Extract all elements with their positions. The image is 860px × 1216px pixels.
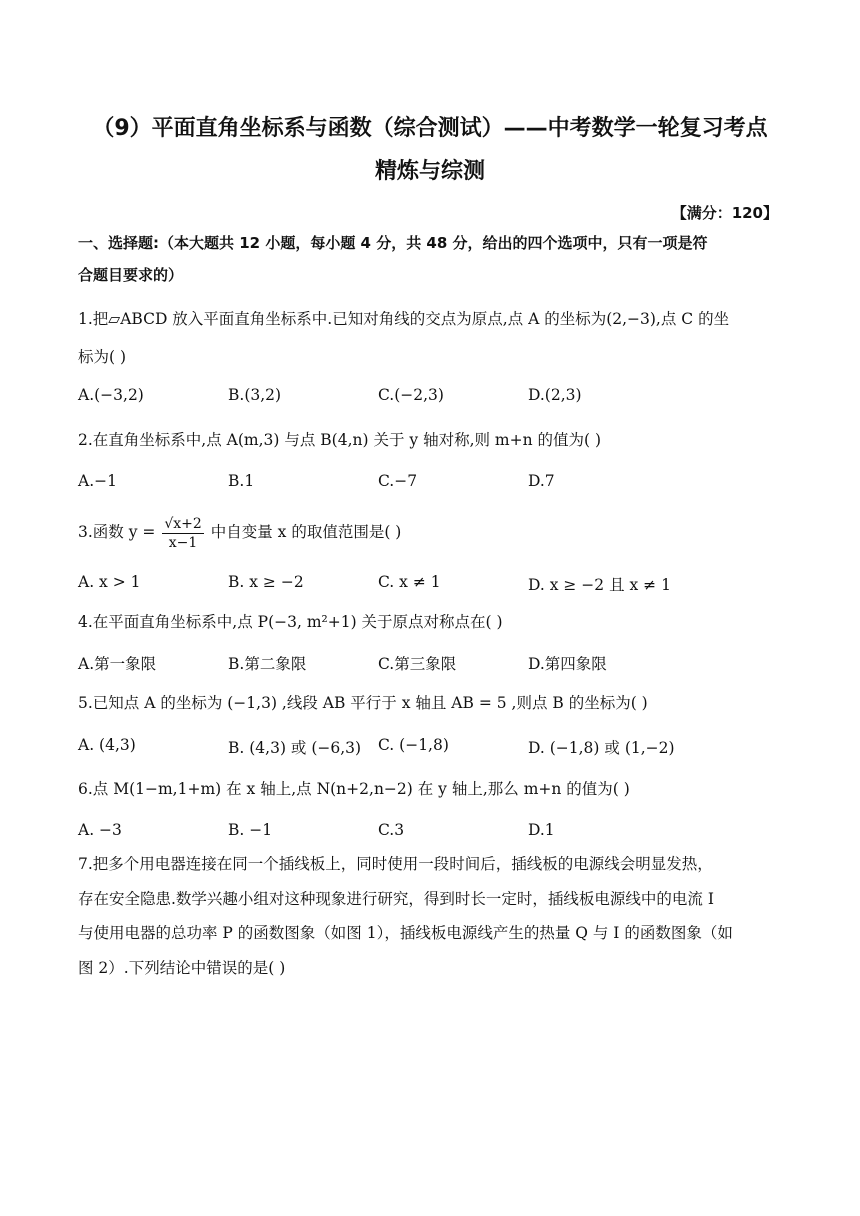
question-2-option-d: D.7: [528, 472, 555, 490]
question-6-option-b: B. −1: [228, 821, 273, 839]
question-4-text: 4.在平面直角坐标系中,点 P(−3, m²+1) 关于原点对称点在( ): [78, 613, 503, 631]
question-6-options: [78, 821, 798, 845]
question-1-option-c: C.(−2,3): [378, 386, 444, 404]
page-title-line1: （9）平面直角坐标系与函数（综合测试）——中考数学一轮复习考点: [92, 116, 768, 141]
question-3-fraction: [162, 515, 203, 552]
page-title-line2: 精炼与综测: [374, 159, 485, 184]
question-2-options: [78, 472, 798, 496]
question-1-text-line2: 标为( ): [78, 348, 127, 366]
question-6-option-d: D.1: [528, 821, 555, 839]
question-1-option-d: D.(2,3): [528, 386, 582, 404]
question-3-prefix: 3.函数 y =: [78, 523, 156, 541]
question-5-option-d: D. (−1,8) 或 (1,−2): [528, 739, 675, 757]
question-4-option-c: C.第三象限: [378, 655, 457, 673]
section-heading-line1: 一、选择题:（本大题共 12 小题，每小题 4 分，共 48 分，给出的四个选项中，只有一项是符: [78, 234, 708, 252]
question-5-option-a: A. (4,3): [78, 736, 136, 754]
full-score-label: 【满分：120】: [671, 204, 778, 222]
question-7-text-line2: 存在安全隐患.数学兴趣小组对这种现象进行研究，得到时长一定时，插线板电源线中的电流 I: [78, 890, 714, 908]
question-7-text-line4: 图 2）.下列结论中错误的是( ): [78, 959, 286, 977]
question-5-options: [78, 736, 798, 760]
question-4-option-d: D.第四象限: [528, 655, 607, 673]
question-4-option-b: B.第二象限: [228, 655, 307, 673]
question-1-text-line1: 1.把▱ABCD 放入平面直角坐标系中.已知对角线的交点为原点,点 A 的坐标为(2,−3),点 C 的坐: [78, 310, 730, 328]
question-6-option-c: C.3: [378, 821, 405, 839]
question-2-text: 2.在直角坐标系中,点 A(m,3) 与点 B(4,n) 关于 y 轴对称,则 m+n 的值为( ): [78, 431, 602, 449]
question-5-option-c: C. (−1,8): [378, 736, 449, 754]
question-1-option-a: A.(−3,2): [78, 386, 144, 404]
question-3-text: [78, 510, 788, 554]
question-3-option-a: A. x > 1: [78, 573, 141, 591]
fraction-denominator: x−1: [168, 534, 198, 551]
question-2-option-b: B.1: [228, 472, 255, 490]
fraction-numerator: √x+2: [164, 515, 202, 532]
question-3-option-c: C. x ≠ 1: [378, 573, 441, 591]
question-5-option-b: B. (4,3) 或 (−6,3): [228, 739, 362, 757]
question-7-text-line3: 与使用电器的总功率 P 的函数图象（如图 1），插线板电源线产生的热量 Q 与 I 的函数图象（如: [78, 924, 733, 942]
question-7-text-line1: 7.把多个用电器连接在同一个插线板上，同时使用一段时间后，插线板的电源线会明显发热，: [78, 855, 713, 873]
section-heading-line2: 合题目要求的）: [78, 266, 184, 284]
question-3-options: [78, 573, 798, 597]
question-2-option-a: A.−1: [78, 472, 117, 490]
question-1-options: [78, 386, 798, 410]
question-3-option-b: B. x ≥ −2: [228, 573, 304, 591]
question-3-suffix: 中自变量 x 的取值范围是( ): [210, 523, 402, 541]
question-3-option-d: D. x ≥ −2 且 x ≠ 1: [528, 576, 671, 594]
question-5-text: 5.已知点 A 的坐标为 (−1,3) ,线段 AB 平行于 x 轴且 AB = 5 ,则点 B 的坐标为( ): [78, 694, 648, 712]
question-4-option-a: A.第一象限: [78, 655, 157, 673]
question-6-text: 6.点 M(1−m,1+m) 在 x 轴上,点 N(n+2,n−2) 在 y 轴上,那么 m+n 的值为( ): [78, 780, 630, 798]
question-1-option-b: B.(3,2): [228, 386, 282, 404]
question-6-option-a: A. −3: [78, 821, 122, 839]
question-2-option-c: C.−7: [378, 472, 418, 490]
question-4-options: [78, 652, 798, 676]
